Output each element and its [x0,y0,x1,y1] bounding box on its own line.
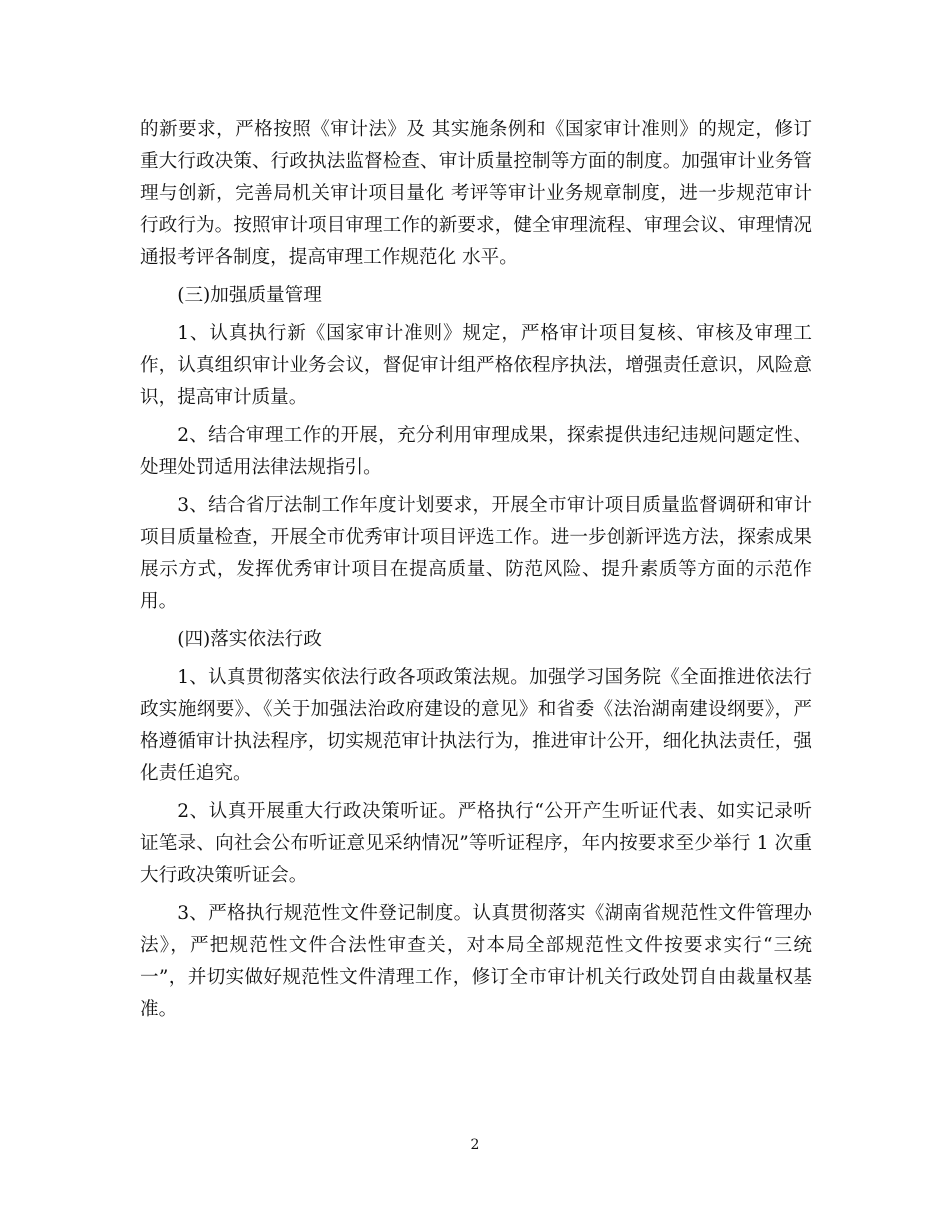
section-heading-quality-management: (三)加强质量管理 [177,285,322,306]
page-number: 2 [470,1137,480,1153]
paragraph-law-2: 2、认真开展重大行政决策听证。严格执行“公开产生听证代表、如实记录听证笔录、向社会公布听证意见采纳情况”等听证程序，年内按要求至少举行 1 次重大行政决策听证会。 [140,801,812,886]
section-heading-rule-of-law: (四)落实依法行政 [177,629,322,650]
paragraph-quality-2: 2、结合审理工作的开展，充分利用审理成果，探索提供违纪违规问题定性、处理处罚适用法律法规指引。 [140,425,812,478]
paragraph-law-3: 3、严格执行规范性文件登记制度。认真贯彻落实《湖南省规范性文件管理办法》，严把规范性文件合法性审查关，对本局全部规范性文件按要求实行“三统一”，并切实做好规范性文件清理工作，修订全市审计机关行政处罚自由裁量权基准。 [140,903,812,1020]
paragraph-quality-1: 1、认真执行新《国家审计准则》规定，严格审计项目复核、审核及审理工作，认真组织审计业务会议，督促审计组严格依程序执法，增强责任意识，风险意识，提高审计质量。 [140,323,812,408]
paragraph-law-1: 1、认真贯彻落实依法行政各项政策法规。加强学习国务院《全面推进依法行政实施纲要》、《关于加强法治政府建设的意见》和省委《法治湖南建设纲要》，严格遵循审计执法程序，切实规范审计执法行为，推进审计公开，细化执法责任，强化责任追究。 [140,667,812,784]
document-body [140,114,812,1026]
paragraph-quality-3: 3、结合省厅法制工作年度计划要求，开展全市审计项目质量监督调研和审计项目质量检查，开展全市优秀审计项目评选工作。进一步创新评选方法，探索成果展示方式，发挥优秀审计项目在提高质量、防范风险、提升素质等方面的示范作用。 [140,495,812,612]
paragraph-continuation: 的新要求，严格按照《审计法》及 其实施条例和《国家审计准则》的规定，修订重大行政决策、行政执法监督检查、审计质量控制等方面的制度。加强审计业务管理与创新，完善局机关审计项目量化 考评等审计业务规章制度，进一步规范审计行政行为。按照审计项目审理工作的新要求，健全审理流程、审理会议、审理情况通报考评各制度，提高审理工作规范化 水平。 [140,119,812,268]
